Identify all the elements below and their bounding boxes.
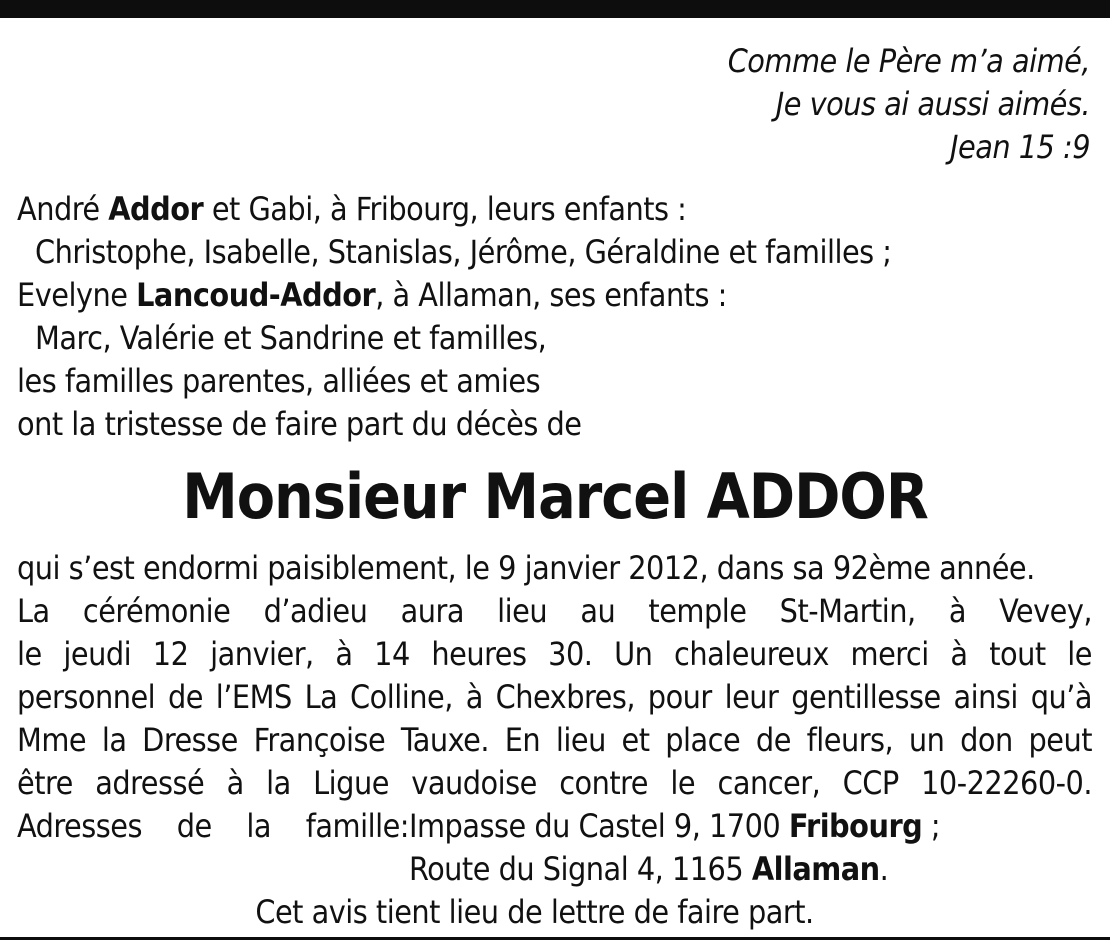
bible-verse [728, 40, 1090, 169]
body-line-3: le jeudi 12 janvier, à 14 heures 30. Un chaleureux merci à tout le [17, 635, 1092, 673]
body-line-5: Mme la Dresse Françoise Tauxe. En lieu et place de fleurs, un don peut [17, 721, 1092, 759]
address-1 [409, 805, 940, 848]
address-1-text: Impasse du Castel 9, 1700 [409, 807, 789, 845]
family-line-4: Marc, Valérie et Sandrine et familles, [35, 319, 547, 357]
family-name-lancoud-addor: Lancoud-Addor [136, 276, 376, 314]
family-line-3 [17, 274, 892, 317]
body-line-1: qui s’est endormi paisiblement, le 9 janvier 2012, dans sa 92ème année. [17, 549, 1035, 587]
family-line-1-text: André [17, 190, 109, 228]
body-line-2: La cérémonie d’adieu aura lieu au temple St-Martin, à Vevey, [17, 592, 1092, 630]
verse-line-1: Comme le Père m’a aimé, [727, 42, 1090, 80]
family-line-3-text: Evelyne [17, 276, 137, 314]
family-line-2: Christophe, Isabelle, Stanislas, Jérôme, Géraldine et familles ; [35, 233, 892, 271]
closing-note: Cet avis tient lieu de lettre de faire part. [255, 893, 814, 931]
verse-line-2: Je vous ai aussi aimés. [775, 85, 1090, 123]
verse-reference: Jean 15 :9 [949, 128, 1090, 166]
address-2-text: Route du Signal 4, 1165 [409, 850, 752, 888]
deceased-name: Monsieur Marcel ADDOR [182, 460, 928, 533]
family-line-3-rest: , à Allaman, ses enfants : [375, 276, 727, 314]
family-line-5: les familles parentes, alliées et amies [17, 362, 541, 400]
obituary-body [17, 547, 1092, 934]
address-2-punct: . [879, 850, 889, 888]
address-2 [17, 848, 1092, 891]
family-line-6: ont la tristesse de faire part du décès de [17, 405, 582, 443]
body-line-4: personnel de l’EMS La Colline, à Chexbres, pour leur gentillesse ainsi qu’à [17, 678, 1092, 716]
body-line-6: être adressé à la Ligue vaudoise contre le cancer, CCP 10-22260-0. [17, 764, 1092, 802]
family-line-1-rest: et Gabi, à Fribourg, leurs enfants : [203, 190, 687, 228]
address-label-word-2: de [176, 807, 212, 845]
address-label-word-1: Adresses [17, 807, 142, 845]
address-label [17, 805, 409, 848]
address-1-city: Fribourg [788, 807, 923, 845]
address-label-word-4: famille: [305, 807, 409, 845]
address-2-city: Allaman [751, 850, 880, 888]
family-announcement [17, 188, 892, 446]
bottom-rule [0, 937, 1110, 940]
top-rule [0, 0, 1110, 18]
address-1-punct: ; [922, 807, 941, 845]
family-address-row [17, 805, 1092, 848]
address-label-word-3: la [246, 807, 272, 845]
family-line-1 [17, 188, 892, 231]
family-name-addor: Addor [108, 190, 204, 228]
